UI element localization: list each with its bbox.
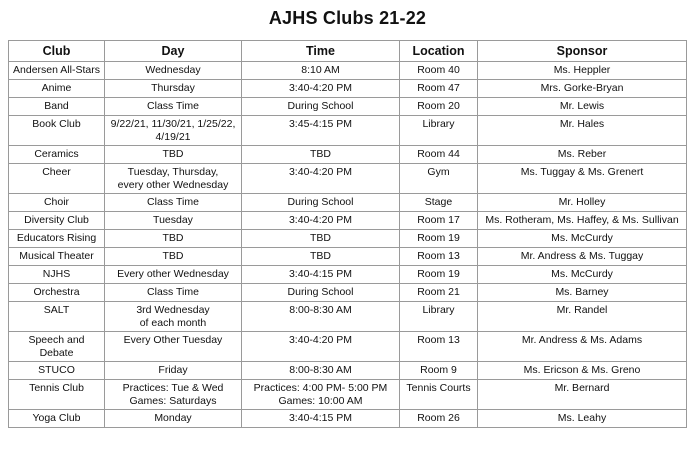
table-row	[9, 380, 687, 410]
cell-day: Class Time	[105, 284, 242, 302]
cell-club: STUCO	[9, 362, 105, 380]
cell-club: Andersen All-Stars	[9, 62, 105, 80]
cell-club: Anime	[9, 80, 105, 98]
table-row	[9, 266, 687, 284]
cell-time: 3:45-4:15 PM	[242, 116, 400, 146]
cell-sponsor: Mr. Holley	[478, 194, 687, 212]
cell-location: Library	[400, 302, 478, 332]
header-location: Location	[400, 41, 478, 62]
cell-sponsor: Ms. McCurdy	[478, 266, 687, 284]
cell-location: Library	[400, 116, 478, 146]
cell-time: 8:00-8:30 AM	[242, 302, 400, 332]
cell-location: Room 13	[400, 332, 478, 362]
cell-location: Stage	[400, 194, 478, 212]
cell-time: Practices: 4:00 PM- 5:00 PM Games: 10:00 AM	[242, 380, 400, 410]
cell-time: During School	[242, 194, 400, 212]
cell-club: Choir	[9, 194, 105, 212]
cell-day: 3rd Wednesday of each month	[105, 302, 242, 332]
cell-day: TBD	[105, 248, 242, 266]
table-row	[9, 80, 687, 98]
cell-club: Yoga Club	[9, 410, 105, 428]
cell-sponsor: Ms. Leahy	[478, 410, 687, 428]
cell-sponsor: Ms. McCurdy	[478, 230, 687, 248]
cell-time: 8:10 AM	[242, 62, 400, 80]
cell-club: Educators Rising	[9, 230, 105, 248]
cell-day: TBD	[105, 230, 242, 248]
cell-time: 3:40-4:20 PM	[242, 212, 400, 230]
header-row	[9, 41, 687, 62]
cell-time: 8:00-8:30 AM	[242, 362, 400, 380]
cell-club: Speech and Debate	[9, 332, 105, 362]
cell-location: Room 9	[400, 362, 478, 380]
header-sponsor: Sponsor	[478, 41, 687, 62]
cell-sponsor: Mr. Randel	[478, 302, 687, 332]
cell-location: Gym	[400, 164, 478, 194]
cell-location: Room 19	[400, 230, 478, 248]
cell-day: 9/22/21, 11/30/21, 1/25/22, 4/19/21	[105, 116, 242, 146]
cell-location: Room 47	[400, 80, 478, 98]
cell-sponsor: Ms. Ericson & Ms. Greno	[478, 362, 687, 380]
cell-location: Room 21	[400, 284, 478, 302]
cell-location: Room 13	[400, 248, 478, 266]
cell-location: Tennis Courts	[400, 380, 478, 410]
cell-club: Musical Theater	[9, 248, 105, 266]
cell-day: Monday	[105, 410, 242, 428]
cell-time: 3:40-4:20 PM	[242, 80, 400, 98]
cell-sponsor: Mrs. Gorke-Bryan	[478, 80, 687, 98]
cell-sponsor: Ms. Rotheram, Ms. Haffey, & Ms. Sullivan	[478, 212, 687, 230]
cell-club: Tennis Club	[9, 380, 105, 410]
cell-sponsor: Mr. Andress & Ms. Adams	[478, 332, 687, 362]
cell-location: Room 40	[400, 62, 478, 80]
cell-time: 3:40-4:15 PM	[242, 410, 400, 428]
cell-time: TBD	[242, 230, 400, 248]
clubs-table	[8, 40, 687, 428]
cell-location: Room 20	[400, 98, 478, 116]
cell-day: TBD	[105, 146, 242, 164]
cell-club: NJHS	[9, 266, 105, 284]
cell-sponsor: Mr. Hales	[478, 116, 687, 146]
cell-club: Ceramics	[9, 146, 105, 164]
cell-club: Book Club	[9, 116, 105, 146]
cell-time: TBD	[242, 248, 400, 266]
cell-sponsor: Mr. Bernard	[478, 380, 687, 410]
cell-location: Room 17	[400, 212, 478, 230]
cell-day: Wednesday	[105, 62, 242, 80]
table-row	[9, 116, 687, 146]
table-row	[9, 248, 687, 266]
cell-club: Cheer	[9, 164, 105, 194]
table-row	[9, 164, 687, 194]
table-row	[9, 362, 687, 380]
cell-location: Room 44	[400, 146, 478, 164]
table-row	[9, 332, 687, 362]
cell-sponsor: Ms. Barney	[478, 284, 687, 302]
table-row	[9, 212, 687, 230]
table-row	[9, 62, 687, 80]
cell-time: 3:40-4:20 PM	[242, 332, 400, 362]
table-row	[9, 302, 687, 332]
page-title: AJHS Clubs 21-22	[268, 8, 427, 28]
table-row	[9, 230, 687, 248]
cell-day: Tuesday, Thursday, every other Wednesday	[105, 164, 242, 194]
header-day: Day	[105, 41, 242, 62]
cell-day: Class Time	[105, 194, 242, 212]
cell-club: Band	[9, 98, 105, 116]
cell-location: Room 26	[400, 410, 478, 428]
cell-time: During School	[242, 98, 400, 116]
cell-time: 3:40-4:20 PM	[242, 164, 400, 194]
table-row	[9, 410, 687, 428]
cell-time: TBD	[242, 146, 400, 164]
cell-sponsor: Ms. Heppler	[478, 62, 687, 80]
cell-time: 3:40-4:15 PM	[242, 266, 400, 284]
header-time: Time	[242, 41, 400, 62]
cell-location: Room 19	[400, 266, 478, 284]
cell-day: Every Other Tuesday	[105, 332, 242, 362]
cell-day: Class Time	[105, 98, 242, 116]
table-row	[9, 284, 687, 302]
cell-day: Tuesday	[105, 212, 242, 230]
cell-sponsor: Mr. Lewis	[478, 98, 687, 116]
cell-day: Thursday	[105, 80, 242, 98]
table-row	[9, 98, 687, 116]
cell-sponsor: Mr. Andress & Ms. Tuggay	[478, 248, 687, 266]
cell-day: Practices: Tue & Wed Games: Saturdays	[105, 380, 242, 410]
cell-sponsor: Ms. Reber	[478, 146, 687, 164]
table-row	[9, 146, 687, 164]
header-club: Club	[9, 41, 105, 62]
cell-club: Diversity Club	[9, 212, 105, 230]
cell-sponsor: Ms. Tuggay & Ms. Grenert	[478, 164, 687, 194]
cell-club: SALT	[9, 302, 105, 332]
cell-time: During School	[242, 284, 400, 302]
cell-day: Friday	[105, 362, 242, 380]
cell-club: Orchestra	[9, 284, 105, 302]
cell-day: Every other Wednesday	[105, 266, 242, 284]
table-row	[9, 194, 687, 212]
